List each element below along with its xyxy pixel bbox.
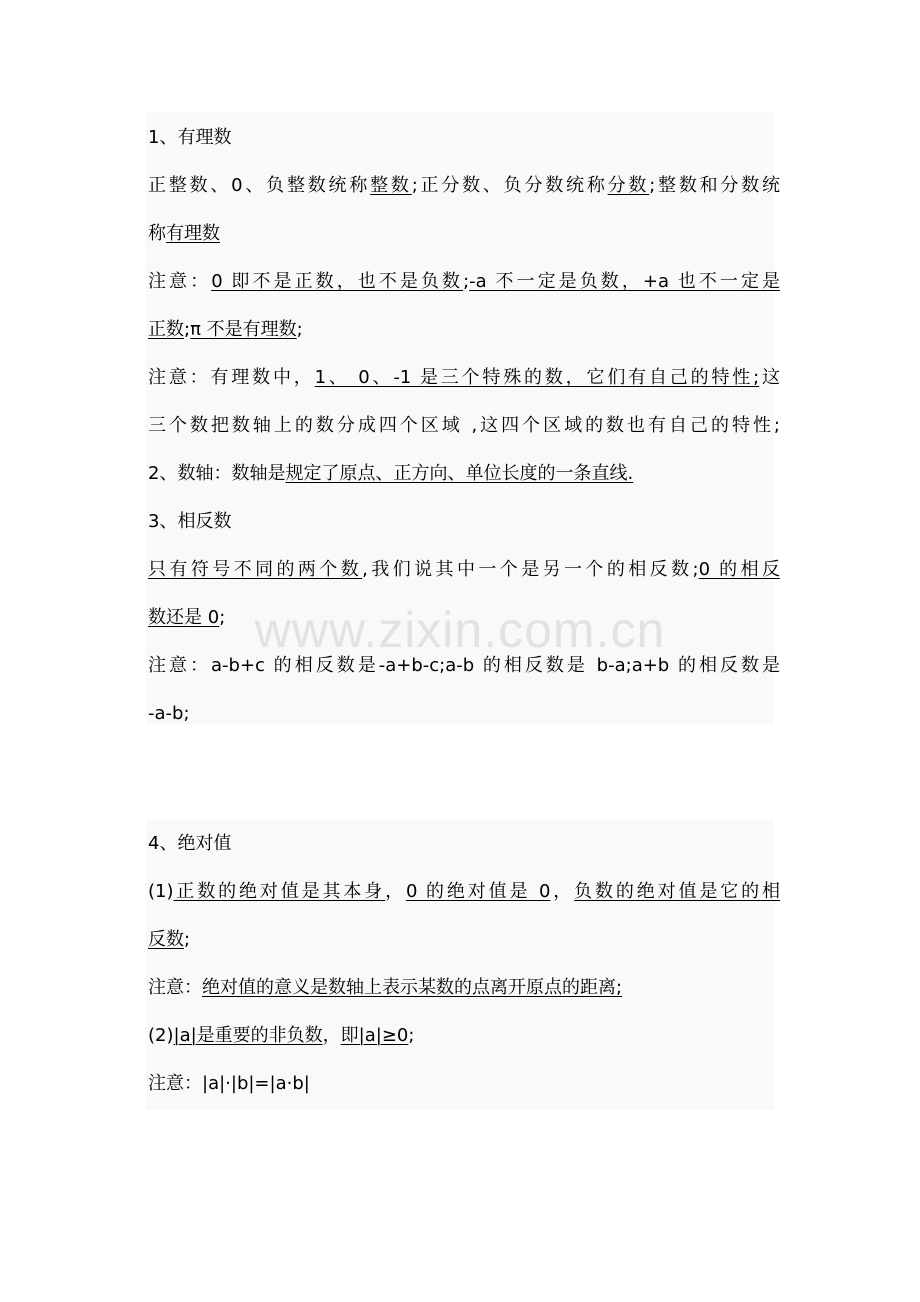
- para-nonnegative: (2)|a|是重要的非负数，即|a|≥0;: [148, 1025, 415, 1046]
- heading-opposite-numbers: 3、相反数: [148, 511, 232, 532]
- note-special-numbers: 注意：有理数中，1、 0、-1 是三个特殊的数，它们有自己的特性;这: [148, 367, 781, 388]
- para-rational-definition-cont: 称有理数: [148, 223, 220, 244]
- note-special-numbers-cont: 三个数把数轴上的数分成四个区域 ,这四个区域的数也有自己的特性;: [148, 415, 780, 436]
- para-absolute-rule: (1)正数的绝对值是其本身，0 的绝对值是 0，负数的绝对值是它的相: [148, 881, 781, 902]
- note-product: 注意：|a|·|b|=|a·b|: [148, 1073, 310, 1094]
- para-opposite-definition: 只有符号不同的两个数,我们说其中一个是另一个的相反数;0 的相反: [148, 559, 780, 580]
- note-absolute-meaning: 注意：绝对值的意义是数轴上表示某数的点离开原点的距离;: [148, 977, 623, 998]
- para-opposite-definition-cont: 数还是 0;: [148, 607, 226, 628]
- note-zero-cont: 正数;π 不是有理数;: [148, 319, 303, 340]
- note-opposite: 注意：a-b+c 的相反数是-a+b-c;a-b 的相反数是 b-a;a+b 的相反数是: [148, 655, 780, 676]
- heading-rational-numbers: 1、有理数: [148, 127, 232, 148]
- para-absolute-rule-cont: 反数;: [148, 929, 191, 950]
- para-number-line: 2、数轴：数轴是规定了原点、正方向、单位长度的一条直线.: [148, 463, 634, 484]
- para-rational-definition: 正整数、0、负整数统称整数;正分数、负分数统称分数;整数和分数统: [148, 175, 780, 196]
- section-background-bottom: [146, 820, 774, 1110]
- note-opposite-cont: -a-b;: [148, 703, 190, 724]
- heading-absolute-value: 4、绝对值: [148, 833, 232, 854]
- note-zero: 注意：0 即不是正数，也不是负数;-a 不一定是负数，+a 也不一定是: [148, 271, 780, 292]
- watermark: www.zixin.com.cn: [254, 602, 666, 658]
